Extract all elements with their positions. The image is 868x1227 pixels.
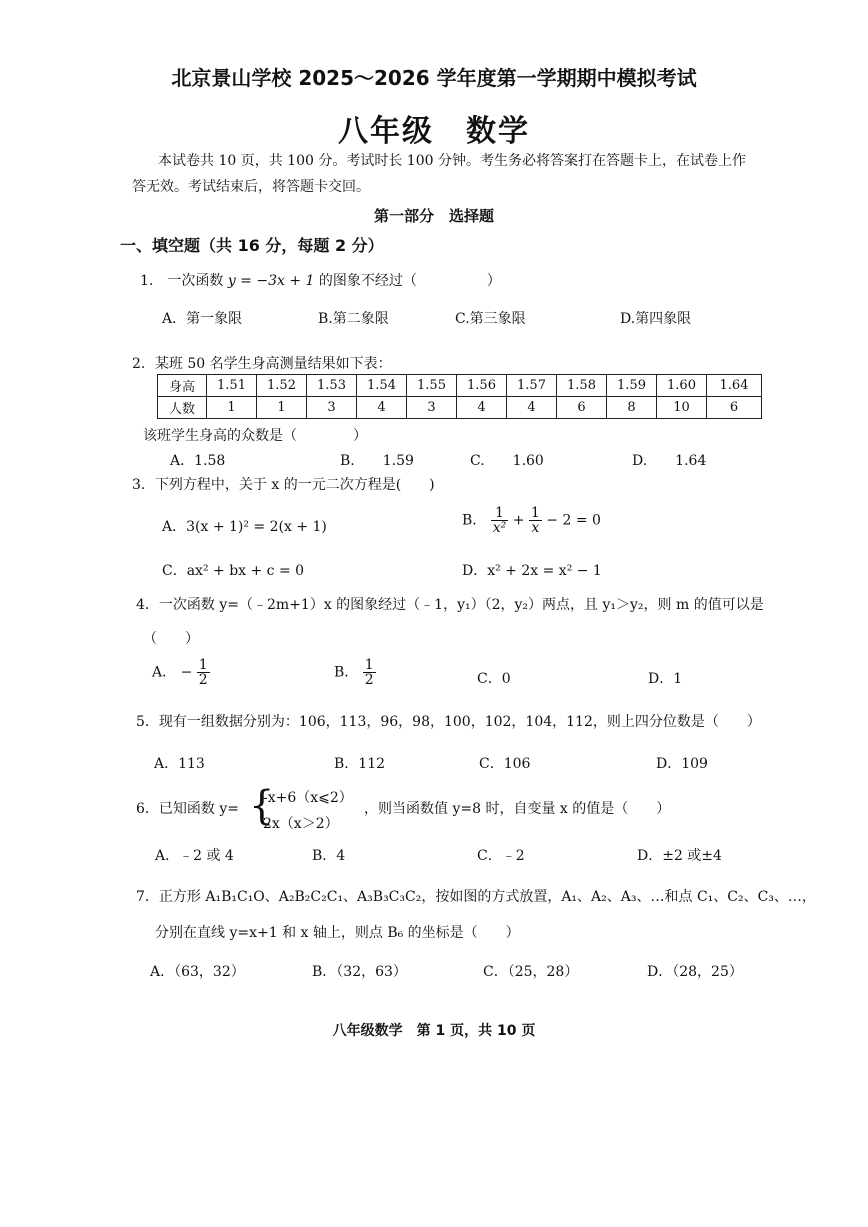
q6-option-c: C．﹣2 xyxy=(477,848,525,864)
q7-line-2: 分别在直线 y=x+1 和 x 轴上，则点 B₆ 的坐标是（ ） xyxy=(155,925,520,941)
numerator: 1 xyxy=(198,657,208,673)
q2-option-d: D. 1.64 xyxy=(632,453,707,469)
table-cell: 1.57 xyxy=(507,375,557,397)
table-header-cell: 身高 xyxy=(158,375,207,397)
notice-line-1: 本试卷共 10 页，共 100 分。考试时长 100 分钟。考生务必将答案打在答题卡上，在试卷上作 xyxy=(158,153,746,169)
table-cell: 1.52 xyxy=(257,375,307,397)
q6-stem-post: ，则当函数值 y=8 时，自变量 x 的值是（ ） xyxy=(364,801,671,817)
q5-option-a: A．113 xyxy=(154,756,205,772)
fraction xyxy=(491,506,509,535)
q4-stem: 4．一次函数 y=（﹣2m+1）x 的图象经过（﹣1，y₁）（2，y₂）两点，且 y₁＞y₂，则 m 的值可以是 xyxy=(136,597,764,613)
table-cell: 6 xyxy=(707,397,762,419)
q6-case-2: 2x（x＞2） xyxy=(263,816,339,832)
table-cell: 1.58 xyxy=(557,375,607,397)
section-title: 一、填空题（共 16 分，每题 2 分） xyxy=(120,236,384,255)
denominator: x xyxy=(531,520,540,536)
table-header-cell: 人数 xyxy=(158,397,207,419)
q1-stem-post: 的图象不经过（ ） xyxy=(318,273,501,289)
part-title: 第一部分 选择题 xyxy=(373,207,494,225)
q3-b-tail: − 2 = 0 xyxy=(546,512,601,529)
q7-option-c: C．（25，28） xyxy=(483,964,579,980)
numerator: 1 xyxy=(530,505,540,521)
notice-line-2: 答无效。考试结束后，将答题卡交回。 xyxy=(132,179,370,195)
q2-stem: 2．某班 50 名学生身高测量结果如下表： xyxy=(132,356,392,372)
left-brace-icon: { xyxy=(249,783,275,829)
q6-option-d: D．±2 或±4 xyxy=(637,848,722,864)
table-row xyxy=(158,375,762,397)
q1-option-b: B.第二象限 xyxy=(318,311,389,327)
denominator: 2 xyxy=(364,672,374,688)
q2-option-c: C. 1.60 xyxy=(470,453,544,469)
height-table xyxy=(157,374,762,419)
numerator: 1 xyxy=(491,506,509,521)
table-cell: 1.60 xyxy=(657,375,707,397)
q1-stem-pre: 1. 一次函数 xyxy=(140,273,224,289)
table-cell: 1 xyxy=(207,397,257,419)
fraction xyxy=(363,658,376,687)
q7-option-b: B．（32，63） xyxy=(312,964,407,980)
q5-stem: 5．现有一组数据分别为：106，113，96，98，100，102，104，112，则上四分位数是（ ） xyxy=(136,714,761,730)
page-footer: 八年级数学 第 1 页，共 10 页 xyxy=(332,1023,536,1039)
q2-option-a: A．1.58 xyxy=(170,453,226,469)
q7-option-a: A．（63，32） xyxy=(150,964,245,980)
q1-option-a: A．第一象限 xyxy=(162,311,243,327)
q5-option-b: B．112 xyxy=(334,756,386,772)
minus-sign: − xyxy=(180,664,193,681)
q4-option-b xyxy=(334,658,376,687)
q6-case-1: -x+6（x⩽2） xyxy=(263,790,353,806)
table-row xyxy=(158,397,762,419)
q3-option-c: C．ax² + bx + c = 0 xyxy=(162,563,305,579)
table-cell: 1.64 xyxy=(707,375,762,397)
fraction xyxy=(529,506,542,535)
plus-sign: + xyxy=(512,512,525,529)
q7-line-1: 7．正方形 A₁B₁C₁O、A₂B₂C₂C₁、A₃B₃C₃C₂，按如图的方式放置，A₁、A₂、A₃、…和点 C₁、C₂、C₃、…， xyxy=(136,889,816,905)
table-cell: 8 xyxy=(607,397,657,419)
q1-stem xyxy=(140,270,501,290)
table-cell: 1.53 xyxy=(307,375,357,397)
table-cell: 3 xyxy=(407,397,457,419)
table-cell: 10 xyxy=(657,397,707,419)
q3-option-a: A．3(x + 1)² = 2(x + 1) xyxy=(162,519,327,535)
q1-option-c: C.第三象限 xyxy=(455,311,526,327)
table-cell: 1.59 xyxy=(607,375,657,397)
q3-option-b xyxy=(462,506,601,535)
q4-option-a xyxy=(152,658,210,687)
q2-option-b: B. 1.59 xyxy=(340,453,414,469)
q7-option-d: D．（28，25） xyxy=(647,964,743,980)
q4-option-d: D．1 xyxy=(648,671,683,687)
table-cell: 4 xyxy=(457,397,507,419)
subject-title: 八年级 数学 xyxy=(338,114,530,149)
q2-question: 该班学生身高的众数是（ ） xyxy=(143,428,367,444)
q3-b-label: B． xyxy=(462,512,487,529)
table-cell: 1.56 xyxy=(457,375,507,397)
denominator: x² xyxy=(492,520,507,536)
table-cell: 1.51 xyxy=(207,375,257,397)
q4-a-label: A． xyxy=(152,664,177,681)
table-cell: 1.55 xyxy=(407,375,457,397)
table-cell: 6 xyxy=(557,397,607,419)
q1-option-d: D.第四象限 xyxy=(620,311,692,327)
q4-option-c: C．0 xyxy=(477,671,511,687)
q4-paren: （ ） xyxy=(143,631,199,647)
q5-option-c: C．106 xyxy=(479,756,531,772)
q6-stem-pre: 6．已知函数 y= xyxy=(136,801,239,817)
q4-b-label: B． xyxy=(334,664,359,681)
q6-option-b: B．4 xyxy=(312,848,346,864)
q3-stem: 3．下列方程中，关于 x 的一元二次方程是( ) xyxy=(132,477,435,493)
table-cell: 3 xyxy=(307,397,357,419)
exam-title: 北京景山学校 2025～2026 学年度第一学期期中模拟考试 xyxy=(171,66,697,90)
numerator: 1 xyxy=(364,657,374,673)
q1-equation: y = −3x + 1 xyxy=(227,273,315,289)
q6-option-a: A．﹣2 或 4 xyxy=(155,848,234,864)
fraction xyxy=(197,658,210,687)
q3-option-d: D．x² + 2x = x² − 1 xyxy=(462,563,602,579)
table-cell: 4 xyxy=(357,397,407,419)
table-cell: 4 xyxy=(507,397,557,419)
table-cell: 1.54 xyxy=(357,375,407,397)
table-cell: 1 xyxy=(257,397,307,419)
q5-option-d: D．109 xyxy=(656,756,708,772)
denominator: 2 xyxy=(198,672,208,688)
